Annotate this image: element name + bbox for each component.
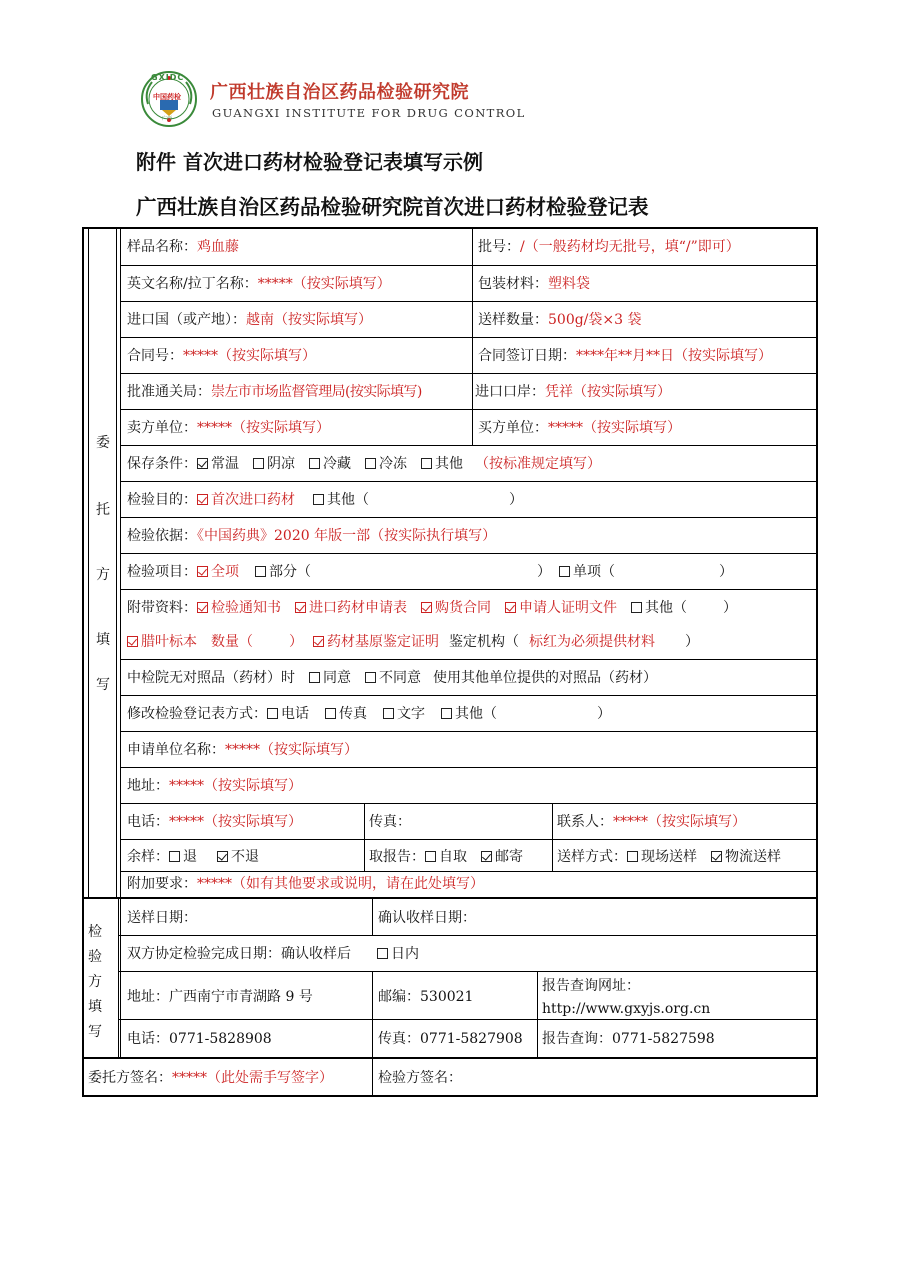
lab-signature-label: 检验方签名： — [378, 1070, 462, 1086]
send-field — [557, 847, 781, 867]
basis-field — [127, 526, 496, 546]
report-opt-mail: 邮寄 — [495, 849, 523, 865]
lab-agree-text: 双方协定检验完成日期：确认收样后 — [127, 946, 351, 962]
latin-name-label: 英文名称/拉丁名称： — [127, 276, 258, 292]
phone-label: 电话： — [127, 814, 169, 830]
lab-days-box[interactable] — [377, 948, 388, 959]
lab-report-phone: 报告查询：0771-5827598 — [542, 1031, 715, 1047]
items-checkbox-full[interactable] — [197, 566, 208, 577]
storage-checkbox-cool[interactable] — [253, 458, 264, 469]
buyer-field — [478, 418, 681, 438]
modify-checkbox-phone[interactable] — [267, 708, 278, 719]
reference-text-2: 使用其他单位提供的对照品（药材） — [433, 670, 657, 686]
applicant-value: *****（按实际填写） — [225, 742, 358, 758]
country-label: 进口国（或产地）： — [127, 312, 246, 328]
extra-field — [127, 874, 484, 894]
purpose-checkbox-first[interactable] — [197, 494, 208, 505]
institute-name-cn: 广西壮族自治区药品检验研究院 — [210, 82, 469, 103]
address-value: *****（按实际填写） — [169, 778, 302, 794]
lab-address: 地址：广西南宁市青湖路 9 号 — [127, 989, 313, 1005]
port-label: 进口口岸： — [475, 384, 545, 400]
modify-label: 修改检验登记表方式： — [127, 706, 267, 722]
contact-label: 联系人： — [557, 814, 613, 830]
contract-value: *****（按实际填写） — [183, 348, 316, 364]
quantity-field — [478, 310, 642, 330]
report-opt-pickup: 自取 — [439, 849, 467, 865]
reference-checkbox-disagree[interactable] — [365, 672, 376, 683]
report-field — [369, 847, 523, 867]
purpose-checkbox-other[interactable] — [313, 494, 324, 505]
storage-opt-frozen: 冷冻 — [379, 456, 407, 472]
section-lab-char-4: 填 — [88, 999, 102, 1015]
basis-label: 检验依据： — [127, 528, 197, 544]
port-value: 凭祥（按实际填写） — [545, 384, 671, 400]
basis-value: 《中国药典》2020 年版一部（按实际执行填写） — [197, 528, 497, 544]
fax-label: 传真： — [369, 814, 411, 830]
storage-note: （按标准规定填写） — [475, 456, 601, 472]
applicant-field — [127, 740, 358, 760]
storage-label: 保存条件： — [127, 456, 197, 472]
attach-checkbox-notice[interactable] — [197, 602, 208, 613]
attach-opt-contract: 购货合同 — [435, 600, 491, 616]
country-value: 越南（按实际填写） — [246, 312, 372, 328]
modify-field — [127, 704, 611, 724]
storage-opt-other: 其他 — [435, 456, 463, 472]
customs-field — [127, 382, 422, 402]
lab-agree-field — [127, 944, 419, 964]
remain-checkbox-return[interactable] — [169, 851, 180, 862]
seller-field — [127, 418, 330, 438]
contract-date-field — [478, 346, 772, 366]
lab-postcode: 邮编：530021 — [378, 989, 474, 1005]
purpose-opt-first: 首次进口药材 — [211, 492, 295, 508]
attach-opt-certificate: 申请人证明文件 — [519, 600, 617, 616]
items-opt-full: 全项 — [211, 564, 239, 580]
lab-fax: 传真：0771-5827908 — [378, 1031, 523, 1047]
buyer-label: 买方单位： — [478, 420, 548, 436]
contract-label: 合同号： — [127, 348, 183, 364]
storage-checkbox-frozen[interactable] — [365, 458, 376, 469]
attach-checkbox-other[interactable] — [631, 602, 642, 613]
package-label: 包装材料： — [478, 276, 548, 292]
modify-checkbox-fax[interactable] — [325, 708, 336, 719]
purpose-field — [127, 490, 523, 510]
seller-value: *****（按实际填写） — [197, 420, 330, 436]
section-client-char-1: 委 — [96, 435, 110, 451]
phone-field — [127, 812, 302, 832]
section-client-char-4: 填 — [96, 632, 110, 648]
port-field — [475, 382, 671, 402]
storage-checkbox-fridge[interactable] — [309, 458, 320, 469]
items-opt-single: 单项（ — [573, 564, 615, 580]
quantity-label: 送样数量： — [478, 312, 548, 328]
section-lab-char-1: 检 — [88, 924, 102, 940]
attachment-title: 附件 首次进口药材检验登记表填写示例 — [136, 150, 483, 174]
sample-name-value: 鸡血藤 — [197, 239, 239, 255]
send-checkbox-logistics[interactable] — [711, 851, 722, 862]
items-label: 检验项目： — [127, 564, 197, 580]
purpose-label: 检验目的： — [127, 492, 197, 508]
items-close-single: ） — [719, 564, 733, 580]
buyer-value: *****（按实际填写） — [548, 420, 681, 436]
attach-opt-notice: 检验通知书 — [211, 600, 281, 616]
form-title: 广西壮族自治区药品检验研究院首次进口药材检验登记表 — [136, 195, 649, 219]
attach-label: 附带资料： — [127, 600, 197, 616]
client-signature-label: 委托方签名： — [88, 1070, 172, 1086]
attach-checkbox-contract[interactable] — [421, 602, 432, 613]
lab-send-date: 送样日期： — [127, 910, 197, 926]
customs-label: 批准通关局： — [127, 384, 211, 400]
batch-field — [478, 237, 740, 257]
section-lab-char-5: 写 — [88, 1024, 102, 1040]
items-checkbox-partial[interactable] — [255, 566, 266, 577]
attach-opt-specimen: 腊叶标本 — [141, 634, 197, 650]
lab-confirm-date: 确认收样日期： — [378, 910, 476, 926]
purpose-close: ） — [509, 492, 523, 508]
modify-checkbox-text[interactable] — [383, 708, 394, 719]
contact-value: *****（按实际填写） — [613, 814, 746, 830]
remain-opt-keep: 不退 — [231, 849, 259, 865]
contact-field — [557, 812, 746, 832]
country-field — [127, 310, 372, 330]
client-signature-field — [88, 1068, 333, 1088]
batch-label: 批号： — [478, 239, 520, 255]
quantity-value: 500g/袋×3 袋 — [548, 312, 642, 328]
items-opt-partial: 部分（ — [269, 564, 311, 580]
items-close-partial: ） — [537, 564, 551, 580]
attach-checkbox-specimen[interactable] — [127, 636, 138, 647]
seller-label: 卖方单位： — [127, 420, 197, 436]
modify-close: ） — [597, 706, 611, 722]
attach-field — [127, 598, 737, 618]
attach-opt-application: 进口药材申请表 — [309, 600, 407, 616]
section-lab-char-2: 验 — [88, 949, 102, 965]
section-client-char-3: 方 — [96, 567, 110, 583]
attach-opt-origin-proof: 药材基原鉴定证明 — [327, 634, 439, 650]
section-client-char-5: 写 — [96, 677, 110, 693]
reference-field — [127, 668, 657, 688]
attach-opt-other: 其他（ — [645, 600, 687, 616]
applicant-label: 申请单位名称： — [127, 742, 225, 758]
contract-date-value: ****年**月**日（按实际填写） — [576, 348, 772, 364]
section-lab-char-3: 方 — [88, 974, 102, 990]
attach-org-label: 鉴定机构（ — [449, 634, 519, 650]
attach-other-close: ） — [723, 600, 737, 616]
latin-name-field — [127, 274, 391, 294]
modify-opt-text: 文字 — [397, 706, 425, 722]
reference-opt-disagree: 不同意 — [379, 670, 421, 686]
client-signature-value: *****（此处需手写签字） — [172, 1070, 333, 1086]
phone-value: *****（按实际填写） — [169, 814, 302, 830]
storage-checkbox-normal[interactable] — [197, 458, 208, 469]
lab-query-url[interactable]: http://www.gxyjs.org.cn — [542, 1001, 711, 1017]
extra-value: *****（如有其他要求或说明，请在此处填写） — [197, 876, 484, 892]
attach-qty-close: ） — [289, 634, 303, 650]
fax-field — [369, 812, 411, 832]
address-field — [127, 776, 302, 796]
remain-opt-return: 退 — [183, 849, 197, 865]
attach-checkbox-certificate[interactable] — [505, 602, 516, 613]
purpose-opt-other: 其他（ — [327, 492, 369, 508]
send-label: 送样方式： — [557, 849, 627, 865]
lab-phone: 电话：0771-5828908 — [127, 1031, 272, 1047]
attach-checkbox-origin-proof[interactable] — [313, 636, 324, 647]
lab-query-label: 报告查询网址： — [542, 978, 640, 994]
attach-qty-label: 数量（ — [211, 634, 253, 650]
storage-checkbox-other[interactable] — [421, 458, 432, 469]
logo-text-top: GXIDC — [151, 73, 185, 82]
storage-field — [127, 454, 601, 474]
storage-opt-normal: 常温 — [211, 456, 239, 472]
customs-value: 崇左市市场监督管理局(按实际填写) — [211, 384, 422, 400]
attach-required-note: 标红为必须提供材料 — [529, 634, 655, 650]
report-checkbox-mail[interactable] — [481, 851, 492, 862]
items-field — [127, 562, 733, 582]
remain-field — [127, 847, 259, 867]
modify-checkbox-other[interactable] — [441, 708, 452, 719]
remain-checkbox-keep[interactable] — [217, 851, 228, 862]
logo-text-bottom: 广西 — [162, 116, 173, 122]
attach-field-2 — [127, 632, 699, 652]
attach-checkbox-application[interactable] — [295, 602, 306, 613]
package-value: 塑料袋 — [548, 276, 590, 292]
storage-opt-fridge: 冷藏 — [323, 456, 351, 472]
latin-name-value: *****（按实际填写） — [257, 276, 391, 292]
reference-opt-agree: 同意 — [323, 670, 351, 686]
logo-text-mid: 中国药检 — [153, 93, 181, 101]
attach-org-close: ） — [685, 634, 699, 650]
contract-date-label: 合同签订日期： — [478, 348, 576, 364]
send-checkbox-onsite[interactable] — [627, 851, 638, 862]
storage-opt-cool: 阴凉 — [267, 456, 295, 472]
contract-field — [127, 346, 316, 366]
lab-agree-days: 日内 — [391, 946, 419, 962]
institute-name-en: GUANGXI INSTITUTE FOR DRUG CONTROL — [212, 106, 526, 120]
report-label: 取报告： — [369, 849, 425, 865]
remain-label: 余样： — [127, 849, 169, 865]
modify-opt-fax: 传真 — [339, 706, 367, 722]
items-checkbox-single[interactable] — [559, 566, 570, 577]
extra-label: 附加要求： — [127, 876, 197, 892]
reference-text-1: 中检院无对照品（药材）时 — [127, 670, 295, 686]
send-opt-logistics: 物流送样 — [725, 849, 781, 865]
package-field — [478, 274, 590, 294]
modify-opt-phone: 电话 — [281, 706, 309, 722]
address-label: 地址： — [127, 778, 169, 794]
send-opt-onsite: 现场送样 — [641, 849, 697, 865]
sample-name-field — [127, 237, 239, 257]
modify-opt-other: 其他（ — [455, 706, 497, 722]
batch-value: /（一般药材均无批号，填“/”即可） — [520, 239, 740, 255]
report-checkbox-pickup[interactable] — [425, 851, 436, 862]
section-client-char-2: 托 — [96, 502, 110, 518]
reference-checkbox-agree[interactable] — [309, 672, 320, 683]
sample-name-label: 样品名称： — [127, 239, 197, 255]
